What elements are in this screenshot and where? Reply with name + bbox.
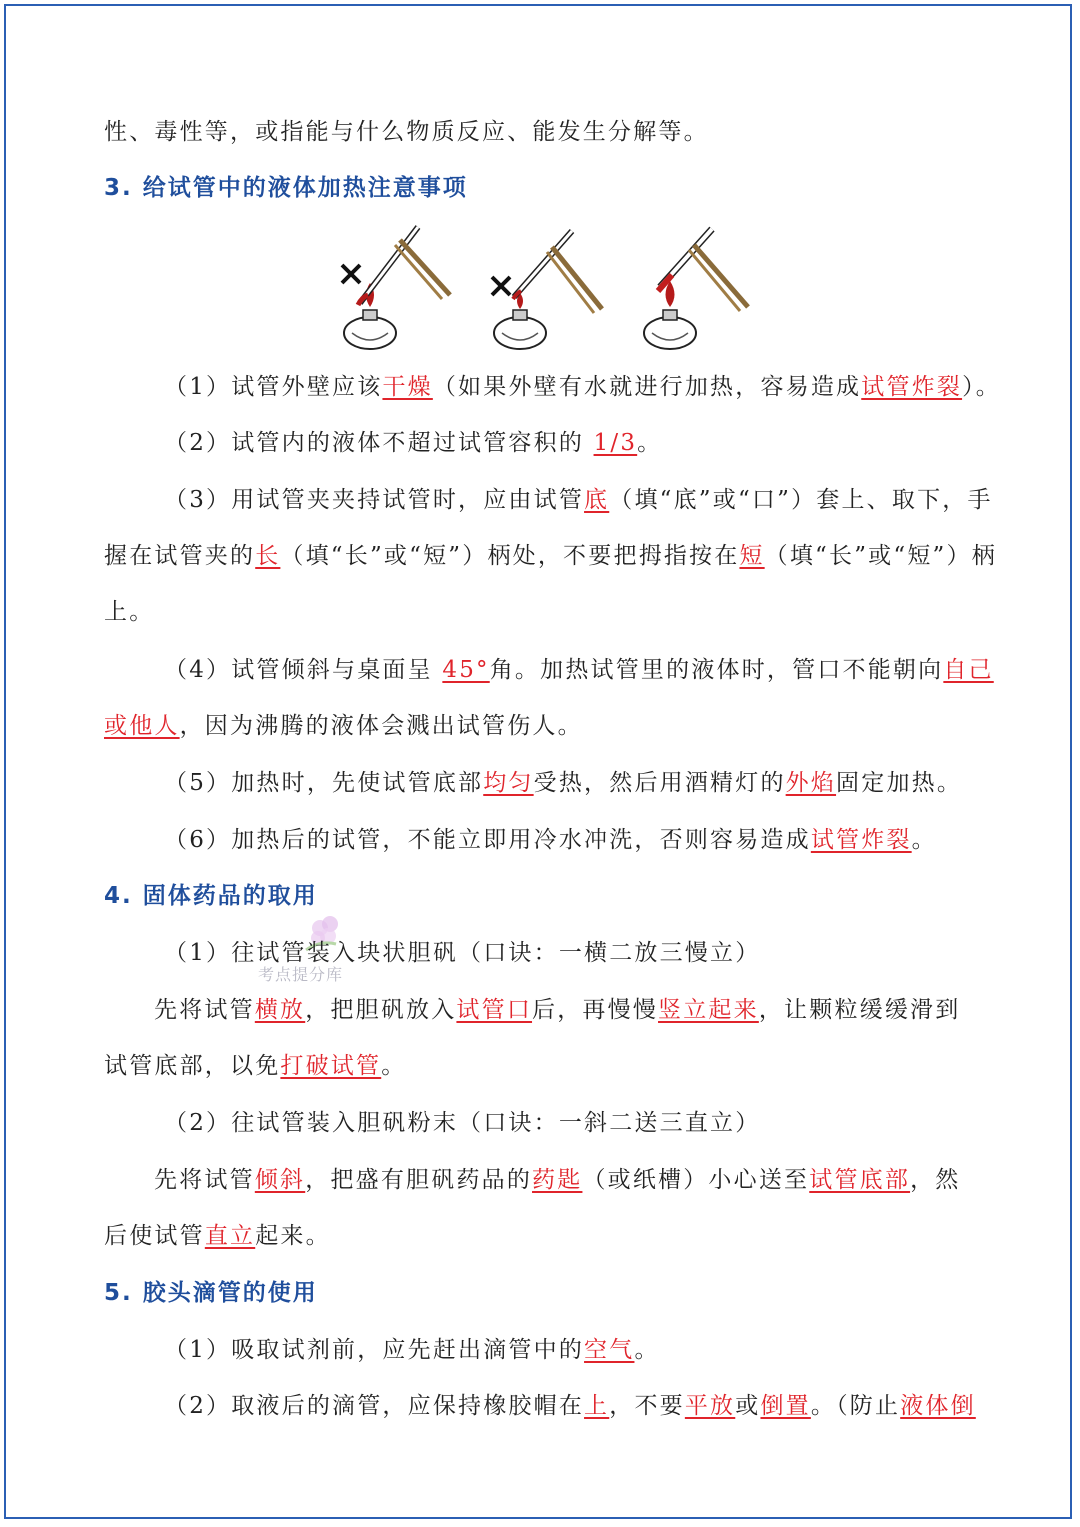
- watermark-text: 考点提分库: [258, 965, 344, 984]
- answer-blank: 底: [584, 487, 610, 513]
- text-line: （1）试管外壁应该干燥（如果外壁有水就进行加热，容易造成试管炸裂）。: [164, 374, 1001, 400]
- text-line: （2）试管内的液体不超过试管容积的 1/3。: [164, 430, 663, 456]
- answer-blank: 平放: [684, 1393, 736, 1419]
- text-line: 上。: [104, 599, 155, 625]
- section-heading-5: 5. 胶头滴管的使用: [104, 1280, 318, 1306]
- text-line: （6）加热后的试管，不能立即用冷水冲洗，否则容易造成试管炸裂。: [164, 827, 937, 853]
- answer-blank: 短: [739, 543, 765, 569]
- text-line: 先将试管倾斜，把盛有胆矾药品的药匙（或纸槽）小心送至试管底部，然: [154, 1167, 961, 1193]
- answer-blank: 或他人: [104, 713, 180, 739]
- text-line: 先将试管横放，把胆矾放入试管口后，再慢慢竖立起来，让颗粒缓缓滑到: [154, 997, 961, 1023]
- answer-blank: 自己: [943, 657, 994, 683]
- text-line: （2）往试管装入胆矾粉末（口诀：一斜二送三直立）: [164, 1110, 761, 1136]
- answer-blank: 直立: [204, 1223, 256, 1249]
- heating-illustration: [330, 215, 770, 360]
- test-tube-heating-correct-icon: [644, 229, 748, 349]
- text-line: （5）加热时，先使试管底部均匀受热，然后用酒精灯的外焰固定加热。: [164, 770, 963, 796]
- answer-blank: 长: [255, 543, 281, 569]
- text-line: 握在试管夹的长（填“长”或“短”）柄处，不要把拇指按在短（填“长”或“短”）柄: [104, 543, 997, 569]
- answer-blank: 倒置: [760, 1393, 811, 1419]
- answer-blank: 均匀: [483, 770, 534, 796]
- answer-blank: 药匙: [532, 1167, 583, 1193]
- answer-blank: 上: [584, 1393, 610, 1419]
- answer-blank: 1/3: [593, 430, 638, 456]
- answer-blank: 倾斜: [254, 1167, 306, 1193]
- text-line: 试管底部，以免打破试管。: [104, 1053, 407, 1079]
- text-line: （1）往试管装入块状胆矾（口诀：一横二放三慢立）: [164, 940, 761, 966]
- text-line: （3）用试管夹夹持试管时，应由试管底（填“底”或“口”）套上、取下，手: [164, 487, 993, 513]
- text-line: 性、毒性等，或指能与什么物质反应、能发生分解等。: [104, 119, 709, 145]
- answer-blank: 外焰: [785, 770, 837, 796]
- answer-blank: 空气: [584, 1337, 635, 1363]
- answer-blank: 试管口: [456, 997, 533, 1023]
- section-heading-4: 4. 固体药品的取用: [104, 883, 318, 909]
- answer-blank: 干燥: [382, 374, 433, 400]
- test-tube-heating-wrong-2-icon: [492, 231, 602, 349]
- answer-blank: 竖立起来: [658, 997, 759, 1023]
- answer-blank: 打破试管: [280, 1053, 382, 1079]
- text-line: （4）试管倾斜与桌面呈 45°角。加热试管里的液体时，管口不能朝向自己: [164, 657, 994, 683]
- text-line: 或他人，因为沸腾的液体会溅出试管伤人。: [104, 713, 583, 739]
- answer-blank: 横放: [254, 997, 306, 1023]
- answer-blank: 45°: [442, 657, 490, 683]
- section-heading-3: 3. 给试管中的液体加热注意事项: [104, 175, 468, 201]
- test-tube-heating-wrong-1-icon: [342, 227, 450, 349]
- answer-blank: 液体倒: [900, 1393, 976, 1419]
- text-line: （2）取液后的滴管，应保持橡胶帽在上，不要平放或倒置。（防止液体倒: [164, 1393, 976, 1419]
- answer-blank: 试管底部: [809, 1167, 911, 1193]
- text-line: 后使试管直立起来。: [104, 1223, 331, 1249]
- answer-blank: 试管炸裂: [861, 374, 963, 400]
- answer-blank: 试管炸裂: [810, 827, 912, 853]
- text-line: （1）吸取试剂前，应先赶出滴管中的空气。: [164, 1337, 660, 1363]
